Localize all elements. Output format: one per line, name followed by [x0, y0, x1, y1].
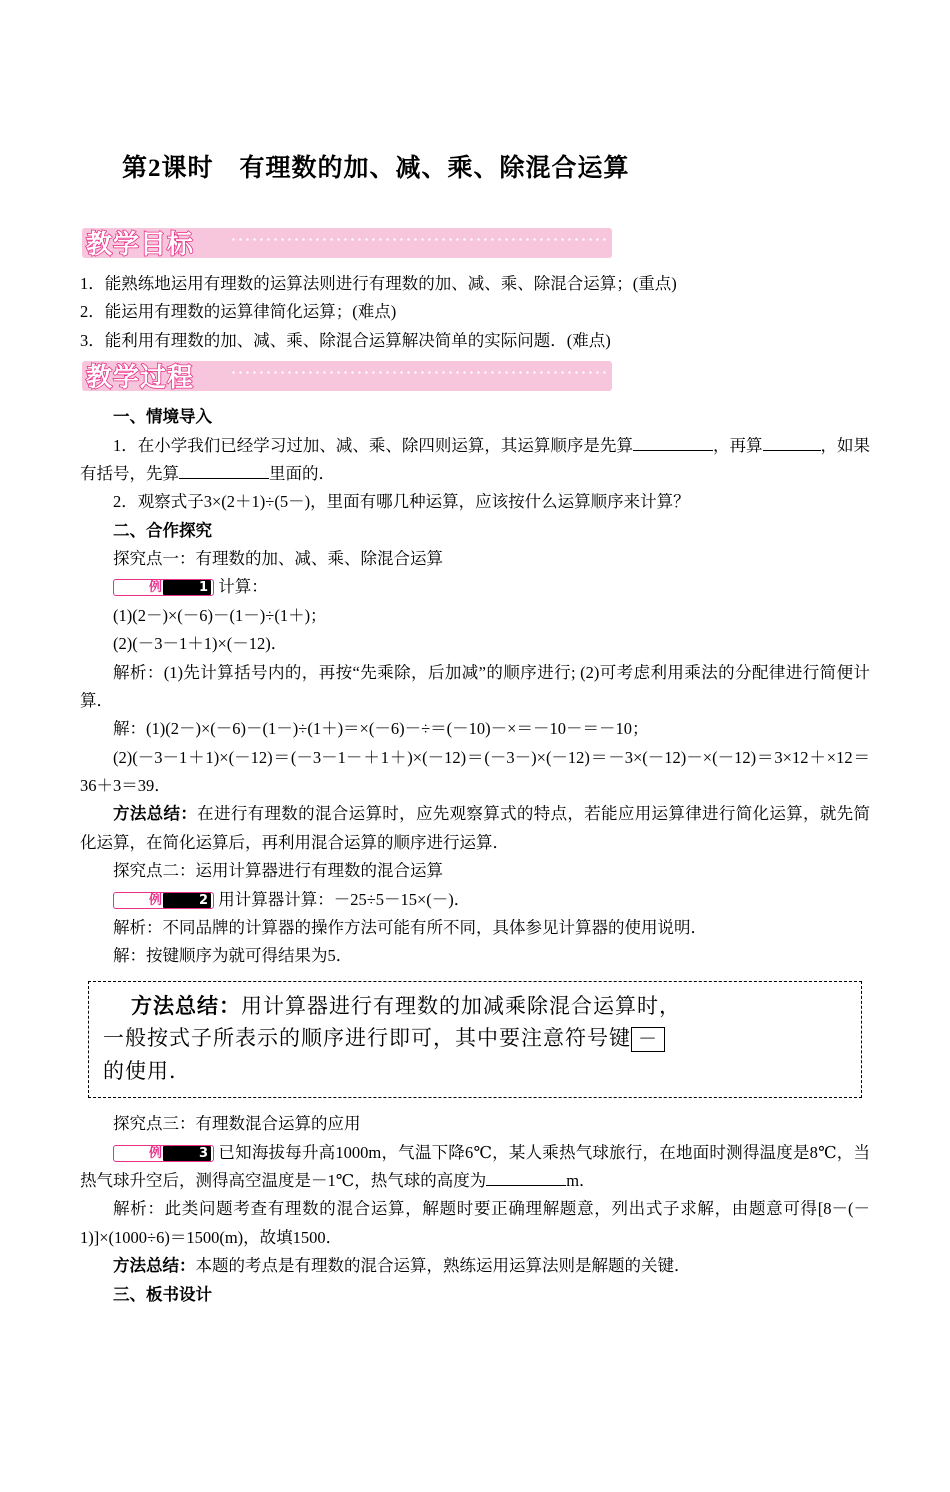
section-banner-process	[80, 359, 870, 393]
document-page	[0, 148, 950, 1492]
example-one-analysis: 解析：(1)先计算括号内的，再按“先乘除，后加减”的顺序进行; (2)可考虑利用乘法的分配律进行简便计算．	[80, 662, 870, 710]
method-summary-callout	[88, 981, 862, 1099]
section-banner-objectives	[80, 226, 870, 260]
callout-line-2: 一般按式子所表示的顺序进行即可，其中要注意符号键	[103, 1026, 631, 1051]
lesson-body-continued	[80, 1110, 870, 1309]
example-two-solution: 解：按键顺序为就可得结果为5．	[113, 946, 353, 966]
question-two: 2．观察式子3×(2＋1)÷(5－)，里面有哪几种运算，应该按什么运算顺序来计算？	[113, 492, 690, 512]
example-three-summary-text: 本题的考点是有理数的混合运算，熟练运用运算法则是解题的关键．	[195, 1256, 691, 1276]
explore-point-three: 探究点三：有理数混合运算的应用	[113, 1114, 361, 1134]
example-one-summary-text: 在进行有理数的混合运算时，应先观察算式的特点，若能应用运算律进行简化运算，就先简化运算，在简化运算后，再利用混合运算的顺序进行运算．	[80, 804, 871, 852]
example-three-text: 已知海拔每升高1000m，气温下降6℃，某人乘热气球旅行，在地面时测得温度是8℃，当热气球升空后，测得高空温度是－1℃，热气球的高度为	[80, 1142, 871, 1191]
example-badge	[113, 1145, 214, 1162]
example-three-analysis: 解析：此类问题考查有理数的混合运算，解题时要正确理解题意，列出式子求解，由题意可得[8－(－1)]×(1000÷6)＝1500(m)，故填1500．	[80, 1199, 870, 1247]
minus-key-icon: －	[631, 1027, 665, 1052]
question-one-text-a: 1．在小学我们已经学习过加、减、乘、除四则运算，其运算顺序是先算	[113, 435, 633, 455]
example-badge	[113, 579, 214, 596]
question-one-text-c: ，如果有括号，先算	[80, 435, 871, 483]
banner-dots	[230, 371, 610, 374]
example-two	[80, 886, 870, 914]
example-two-analysis: 解析：不同品牌的计算器的操作方法可能有所不同，具体参见计算器的使用说明．	[113, 917, 707, 937]
question-one-text-b: ，再算	[712, 435, 763, 455]
example-three-summary	[80, 1252, 870, 1280]
example-two-text: 用计算器计算：－25÷5－15×(－)．	[218, 889, 471, 909]
example-three-text-unit: m．	[566, 1171, 596, 1191]
summary-label: 方法总结：	[113, 804, 198, 824]
banner-label-process: 教学过程	[86, 363, 195, 394]
objective-item: 1．能熟练地运用有理数的运算法则进行有理数的加、减、乘、除混合运算；(重点)	[80, 274, 677, 293]
example-one-summary	[80, 800, 870, 857]
example-one-text: 计算：	[218, 577, 268, 597]
heading-part-two: 二、合作探究	[113, 520, 212, 540]
summary-label: 方法总结：	[113, 1256, 196, 1276]
banner-label-objectives: 教学目标	[86, 230, 195, 260]
answer-blank	[763, 450, 821, 451]
banner-dots	[230, 238, 610, 241]
example-one-item-1: (1)(2－)×(－6)－(1－)÷(1＋)；	[113, 605, 327, 625]
explore-point-one: 探究点一：有理数的加、减、乘、除混合运算	[113, 549, 443, 568]
explore-point-two: 探究点二：运用计算器进行有理数的混合运算	[113, 861, 443, 881]
answer-blank	[179, 478, 269, 479]
example-one	[80, 573, 870, 601]
page-title: 第2课时 有理数的加、减、乘、除混合运算	[122, 155, 630, 182]
example-badge-label: 例	[149, 1145, 163, 1161]
callout-heading: 方法总结：	[131, 992, 241, 1018]
answer-blank	[633, 450, 713, 451]
objectives-list	[80, 270, 870, 355]
example-one-item-2: (2)(－3－1＋1)×(－12)．	[113, 634, 288, 654]
answer-blank	[486, 1185, 566, 1186]
example-badge	[113, 892, 214, 909]
example-badge-number: 2	[163, 893, 211, 908]
callout-line-1: 用计算器进行有理数的加减乘除混合运算时，	[241, 993, 681, 1018]
callout-line-3: 的使用．	[103, 1058, 191, 1083]
objective-item: 3．能利用有理数的加、减、乘、除混合运算解决简单的实际问题．(难点)	[80, 330, 611, 350]
example-one-solution-2: (2)(－3－1＋1)×(－12)＝(－3－1－＋1＋)×(－12)＝(－3－)×(－12)＝－3×(－12)－×(－12)＝3×12＋×12＝36＋3＝39．	[80, 747, 870, 795]
objective-item: 2．能运用有理数的运算律简化运算；(难点)	[80, 302, 397, 322]
heading-part-three: 三、板书设计	[113, 1284, 212, 1304]
example-badge-number: 1	[163, 580, 211, 595]
example-badge-number: 3	[163, 1146, 211, 1161]
example-badge-label: 例	[149, 892, 163, 908]
question-one-text-d: 里面的．	[269, 463, 335, 483]
question-one	[80, 432, 870, 489]
lesson-body	[80, 403, 870, 971]
example-one-solution-1: 解：(1)(2－)×(－6)－(1－)÷(1＋)＝×(－6)－÷＝(－10)－×＝－10－＝－10；	[113, 719, 649, 739]
example-three	[80, 1139, 870, 1196]
example-badge-label: 例	[149, 580, 163, 596]
heading-part-one: 一、情境导入	[113, 407, 212, 427]
